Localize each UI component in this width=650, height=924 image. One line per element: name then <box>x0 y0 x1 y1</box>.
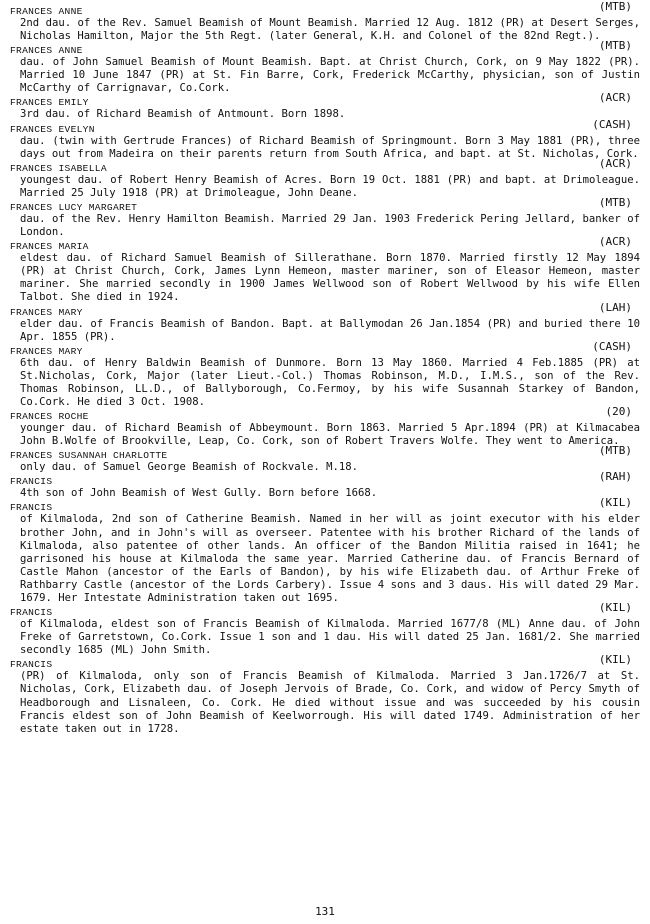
entry <box>10 300 640 344</box>
entry-text: elder dau. of Francis Beamish of Bandon. Bapt. at Ballymodan 26 Jan.1854 (PR) and buried there 10 Apr. 1855 (PR). <box>20 317 640 343</box>
entry-source: (ACR) <box>598 91 632 105</box>
entry-name: FRANCES EMILY <box>10 97 89 109</box>
entry-text: dau. of the Rev. Henry Hamilton Beamish. Married 29 Jan. 1903 Frederick Pering Jellard, banker of London. <box>20 212 640 239</box>
entry <box>10 653 640 735</box>
entry-source: (KIL) <box>598 601 632 615</box>
entry-text: of Kilmaloda, 2nd son of Catherine Beamish. Named in her will as joint executor with his elder brother John, and in John's will as overseer. Patentee with his brother Richard of the lands of Kilmaloda, also patentee of other lands. An officer of the Bandon Militia raised in 1641; he garrisoned his house at Kilmaloda the same year. Married Catherine dau. of Francis Bernard of Castle Mahon (ancestor of the Earls of Bandon), by his wife Elizabeth dau. of Arthur Freke of Rathbarry Castle (ancestor of the Lords Carbery). Issue 4 sons and 3 daus. His will dated 29 Mar. 1679. Her Intestate Administration taken out 1695. <box>20 513 640 604</box>
entry-name: FRANCIS <box>10 659 53 671</box>
entry-text: 4th son of John Beamish of West Gully. Born before 1668. <box>20 487 378 500</box>
entry-source: (MTB) <box>598 195 632 209</box>
entry <box>10 39 640 95</box>
entry-name: FRANCIS <box>10 476 53 488</box>
entry-text: 3rd dau. of Richard Beamish of Antmount. Born 1898. <box>20 108 346 121</box>
entry-name: FRANCIS <box>10 607 53 619</box>
entry-source: (ACR) <box>598 156 632 170</box>
entry-source: (KIL) <box>598 653 632 667</box>
entry-text: dau. (twin with Gertrude Frances) of Richard Beamish of Springmount. Born 3 May 1881 (PR), three days out from Madeira on their parents return from South Africa, and bapt. at St. Nicholas, Cork. <box>20 134 640 160</box>
entry-name: FRANCIS <box>10 502 53 514</box>
entry-source: (CASH) <box>592 117 632 131</box>
entry-source: (MTB) <box>598 0 632 13</box>
entry-source: (MTB) <box>598 444 632 458</box>
entry-source: (CASH) <box>592 339 632 353</box>
entry-text: 2nd dau. of the Rev. Samuel Beamish of Mount Beamish. Married 12 Aug. 1812 (PR) at Desert Serges, Nicholas Hamilton, Major the 5th Regt. (later General, K.H. and Colonel of the 82nd Regt.). <box>20 17 640 43</box>
entry <box>10 0 640 43</box>
entry <box>10 496 640 605</box>
entry-text: of Kilmaloda, eldest son of Francis Beamish of Kilmaloda. Married 1677/8 (ML) Anne dau. of John Freke of Garretstown, Co.Cork. Issue 1 son and 1 dau. His will dated 25 Jan. 1681/2. She married secondly 1685 (ML) John Smith. <box>20 618 640 657</box>
entry-source: (MTB) <box>598 39 632 53</box>
entry <box>10 195 640 239</box>
page-number: 131 <box>315 905 335 918</box>
entry <box>10 405 640 448</box>
entry <box>10 91 640 121</box>
entry-name: FRANCES SUSANNAH CHARLOTTE <box>10 450 168 462</box>
entry-name: FRANCES MARIA <box>10 241 89 253</box>
entry-source: (KIL) <box>598 496 632 510</box>
entry-text: (PR) of Kilmaloda, only son of Francis Beamish of Kilmaloda. Married 3 Jan.1726/7 at St. Nicholas, Cork, Elizabeth dau. of Joseph Jervois of Brade, Co. Cork, and widow of Percy Smyth of Headborough and Lisnaleen, Co. Cork. He died without issue and was succeeded by his cousin Francis eldest son of John Beamish of Keelworrough. His will dated 1749. Administration of her estate taken out in 1728. <box>20 670 640 735</box>
entry-name: FRANCES ANNE <box>10 45 83 57</box>
entry <box>10 444 640 474</box>
entry-source: (LAH) <box>598 300 632 314</box>
entry-name: FRANCES ISABELLA <box>10 162 107 174</box>
entry <box>10 601 640 657</box>
entry-text: only dau. of Samuel George Beamish of Rockvale. M.18. <box>20 461 359 474</box>
entry-name: FRANCES EVELYN <box>10 123 95 135</box>
entry-source: (RAH) <box>598 470 632 484</box>
entry <box>10 156 640 200</box>
entry <box>10 117 640 161</box>
entry-name: FRANCES MARY <box>10 306 83 318</box>
entry-name: FRANCES MARY <box>10 345 83 357</box>
entry-text: younger dau. of Richard Beamish of Abbeymount. Born 1863. Married 5 Apr.1894 (PR) at Kilmacabea John B.Wolfe of Brookville, Leap, Co. Cork, son of Robert Travers Wolfe. They went to America. <box>20 422 640 448</box>
entry <box>10 470 640 500</box>
entry <box>10 235 640 304</box>
entry-text: dau. of John Samuel Beamish of Mount Beamish. Bapt. at Christ Church, Cork, on 9 May 1822 (PR). Married 10 June 1847 (PR) at St. Fin Barre, Cork, Frederick McCarthy, physician, son of Justin McCarthy of Carrignavar, Co.Cork. <box>20 56 640 95</box>
entry-name: FRANCES ROCHE <box>10 411 89 423</box>
entry <box>10 339 640 409</box>
entry-text: 6th dau. of Henry Baldwin Beamish of Dunmore. Born 13 May 1860. Married 4 Feb.1885 (PR) at St.Nicholas, Cork, Major (later Lieut.-Col.) Thomas Robinson, M.D., I.M.S., son of the Rev. Thomas Robinson, LL.D., of Ballyborough, Co.Fermoy, by his wife Susannah Starkey of Bandon, Co.Cork. He died 3 Oct. 1908. <box>20 356 640 408</box>
entry-text: eldest dau. of Richard Samuel Beamish of Sillerathane. Born 1870. Married firstly 12 May 1894 (PR) at Christ Church, Cork, James Lynn Hemeon, master mariner, son of Eleasor Hemeon, master mariner. She married secondly in 1900 James Wellwood son of Robert Wellwood by his wife Ellen Talbot. She died in 1924. <box>20 252 640 304</box>
entry-name: FRANCES ANNE <box>10 6 83 17</box>
entry-text: youngest dau. of Robert Henry Beamish of Acres. Born 19 Oct. 1881 (PR) and bapt. at Drimoleague. Married 25 July 1918 (PR) at Drimoleague, John Deane. <box>20 173 640 199</box>
entry-name: FRANCES LUCY MARGARET <box>10 201 138 213</box>
entry-source: (20) <box>605 405 632 419</box>
entry-source: (ACR) <box>598 235 632 249</box>
